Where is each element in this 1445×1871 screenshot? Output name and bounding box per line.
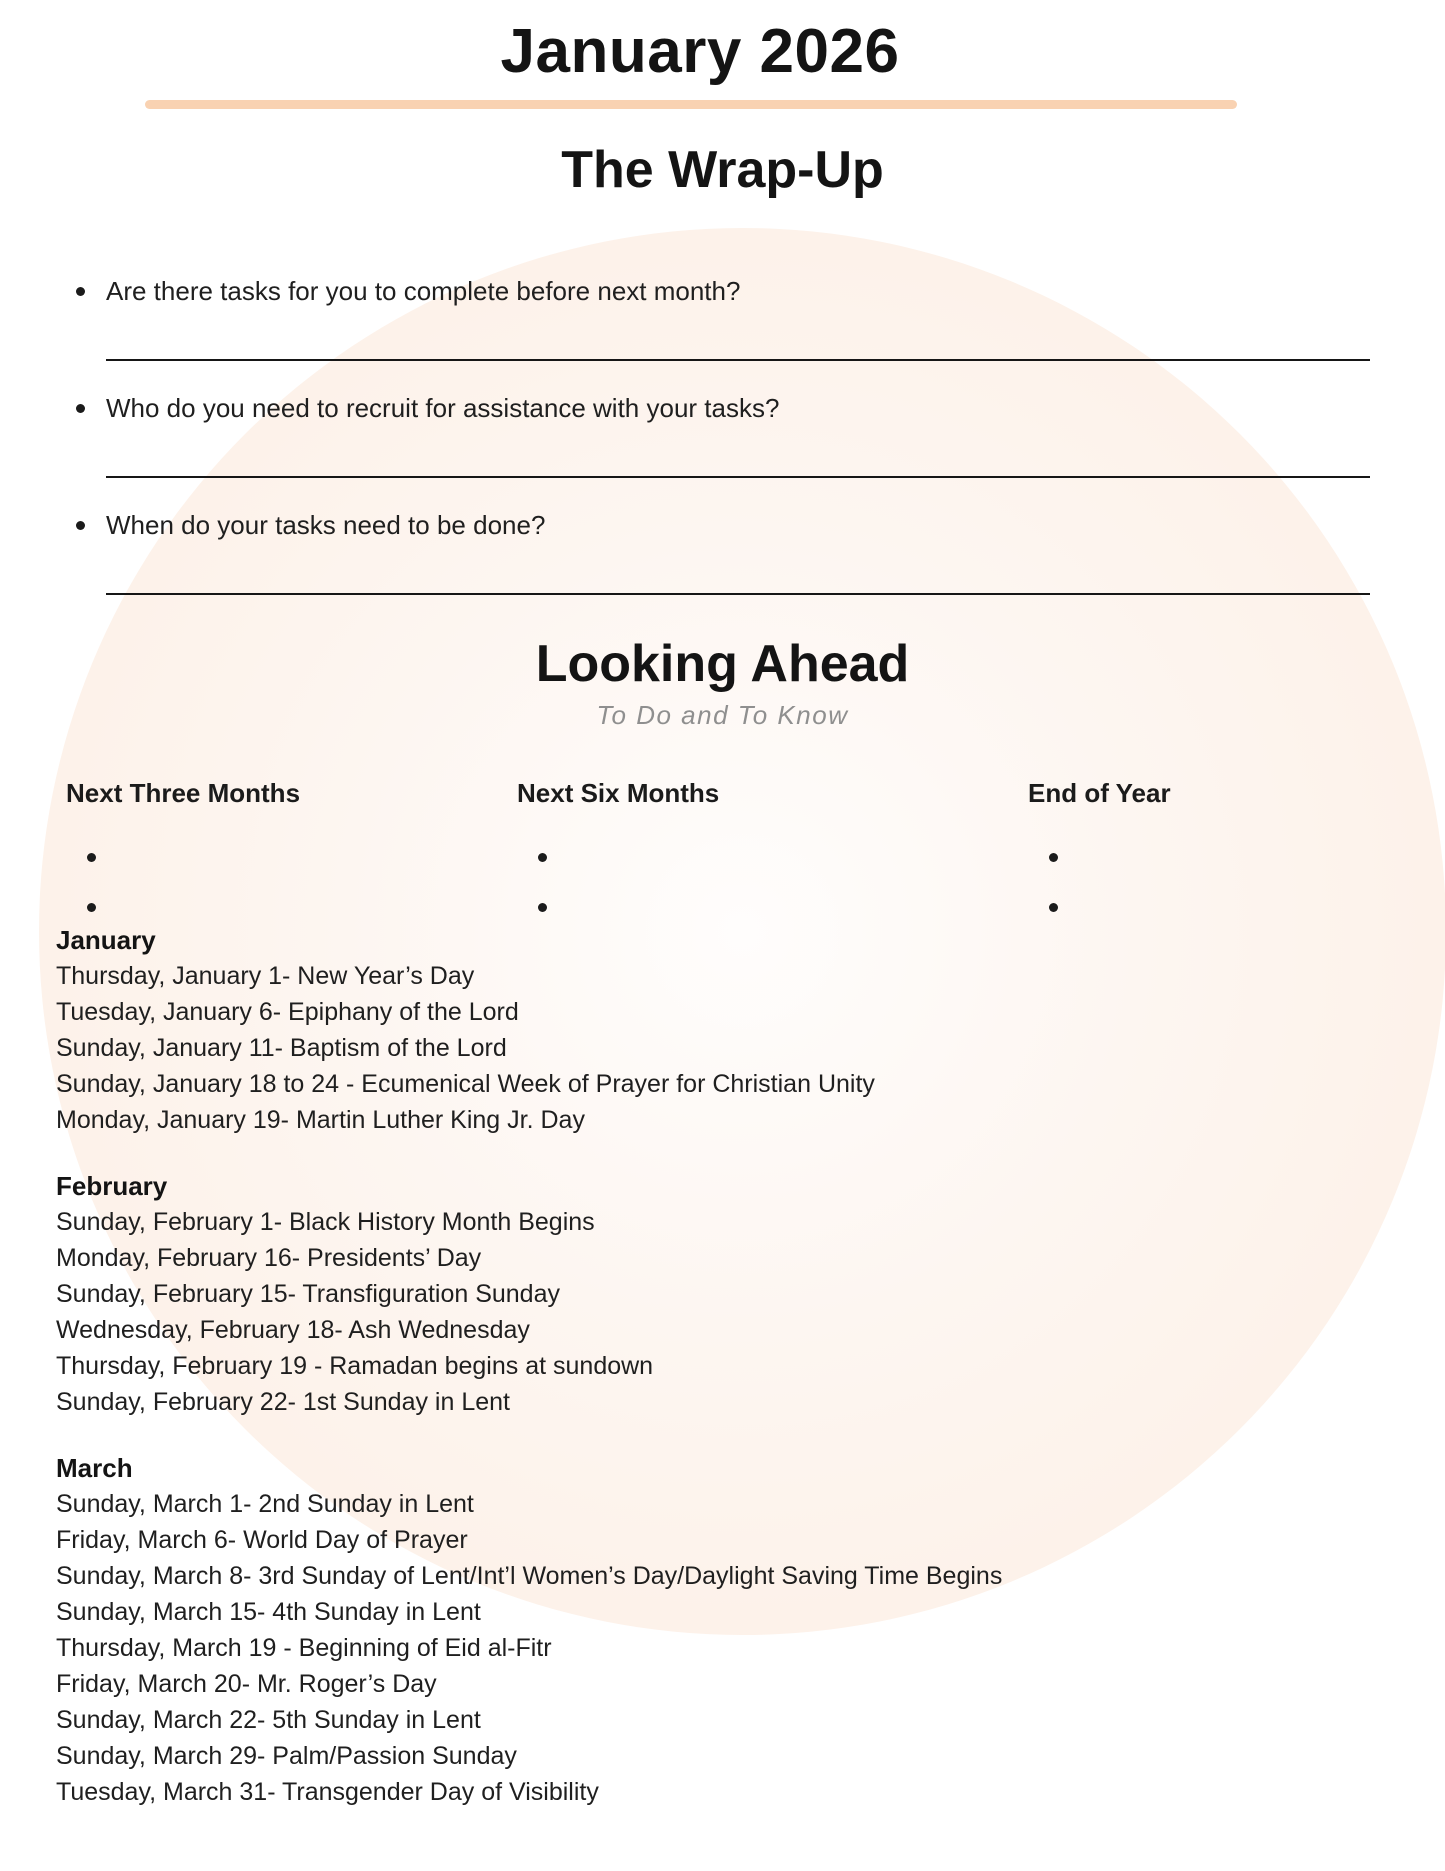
empty-bullet-icon bbox=[1049, 903, 1058, 912]
event-item: Friday, March 6- World Day of Prayer bbox=[56, 1526, 468, 1554]
bullet-icon bbox=[76, 521, 85, 530]
event-item: Friday, March 20- Mr. Roger’s Day bbox=[56, 1670, 437, 1698]
event-item: Sunday, February 15- Transfiguration Sunday bbox=[56, 1280, 560, 1308]
answer-line bbox=[106, 593, 1370, 595]
event-item: Sunday, January 11- Baptism of the Lord bbox=[56, 1034, 507, 1062]
bullet-icon bbox=[76, 404, 85, 413]
looking-ahead-subtitle: To Do and To Know bbox=[596, 700, 849, 730]
question-block bbox=[0, 510, 1445, 627]
event-item: Sunday, January 18 to 24 - Ecumenical Week of Prayer for Christian Unity bbox=[56, 1070, 875, 1098]
wrapup-questions bbox=[0, 276, 1445, 627]
event-item: Sunday, February 1- Black History Month Begins bbox=[56, 1208, 595, 1236]
event-item: Thursday, January 1- New Year’s Day bbox=[56, 962, 475, 990]
calendar-listing bbox=[56, 922, 1386, 1840]
looking-ahead-heading: Looking Ahead bbox=[535, 635, 910, 693]
bullet-icon bbox=[76, 287, 85, 296]
month-heading: January bbox=[56, 925, 156, 955]
question-row bbox=[76, 510, 545, 541]
month-section-january bbox=[56, 922, 1386, 1138]
title-underline-bar bbox=[145, 100, 1237, 109]
empty-bullet-icon bbox=[1049, 853, 1058, 862]
month-section-march bbox=[56, 1450, 1386, 1810]
wrapup-heading: The Wrap-Up bbox=[561, 141, 884, 199]
answer-line bbox=[106, 476, 1370, 478]
question-row bbox=[76, 393, 779, 424]
event-item: Sunday, March 22- 5th Sunday in Lent bbox=[56, 1706, 481, 1734]
empty-bullet-icon bbox=[538, 903, 547, 912]
column-end-of-year bbox=[1028, 778, 1171, 912]
event-item: Tuesday, January 6- Epiphany of the Lord bbox=[56, 998, 519, 1026]
event-item: Sunday, March 1- 2nd Sunday in Lent bbox=[56, 1490, 474, 1518]
column-header: End of Year bbox=[1028, 778, 1171, 808]
empty-bullet-icon bbox=[87, 903, 96, 912]
answer-line bbox=[106, 359, 1370, 361]
event-item: Sunday, February 22- 1st Sunday in Lent bbox=[56, 1388, 510, 1416]
event-item: Sunday, March 29- Palm/Passion Sunday bbox=[56, 1742, 517, 1770]
page-title: January 2026 bbox=[500, 17, 900, 86]
question-text: Are there tasks for you to complete before next month? bbox=[106, 276, 741, 306]
event-item: Thursday, February 19 - Ramadan begins at sundown bbox=[56, 1352, 654, 1380]
empty-bullet-icon bbox=[538, 853, 547, 862]
event-item: Thursday, March 19 - Beginning of Eid al-Fitr bbox=[56, 1634, 552, 1662]
question-block bbox=[0, 393, 1445, 510]
question-text: Who do you need to recruit for assistance with your tasks? bbox=[106, 393, 780, 423]
event-list bbox=[56, 958, 1386, 1138]
event-item: Tuesday, March 31- Transgender Day of Visibility bbox=[56, 1778, 599, 1806]
event-list bbox=[56, 1204, 1386, 1420]
empty-bullet-icon bbox=[87, 853, 96, 862]
column-header: Next Three Months bbox=[66, 778, 301, 808]
event-list bbox=[56, 1486, 1386, 1810]
month-heading: February bbox=[56, 1171, 168, 1201]
month-section-february bbox=[56, 1168, 1386, 1420]
column-next-six-months bbox=[517, 778, 719, 912]
question-block bbox=[0, 276, 1445, 393]
column-next-three-months bbox=[66, 778, 300, 912]
month-heading: March bbox=[56, 1453, 133, 1483]
column-header: Next Six Months bbox=[517, 778, 720, 808]
question-row bbox=[76, 276, 740, 307]
event-item: Monday, February 16- Presidents’ Day bbox=[56, 1244, 482, 1272]
event-item: Sunday, March 15- 4th Sunday in Lent bbox=[56, 1598, 481, 1626]
event-item: Wednesday, February 18- Ash Wednesday bbox=[56, 1316, 530, 1344]
event-item: Sunday, March 8- 3rd Sunday of Lent/Int’l Women’s Day/Daylight Saving Time Begins bbox=[56, 1562, 1003, 1590]
question-text: When do your tasks need to be done? bbox=[106, 510, 546, 540]
event-item: Monday, January 19- Martin Luther King Jr. Day bbox=[56, 1106, 585, 1134]
